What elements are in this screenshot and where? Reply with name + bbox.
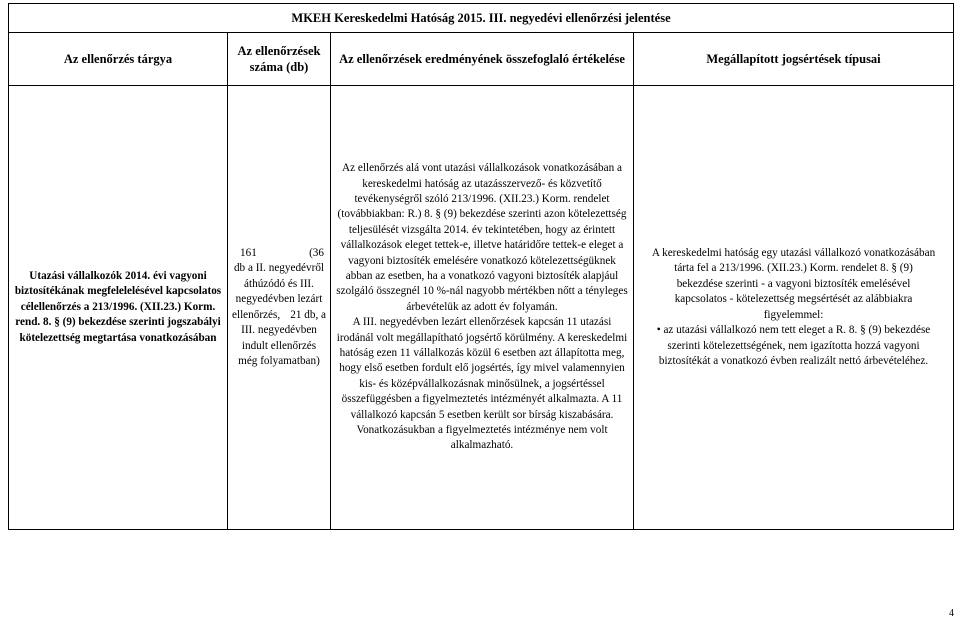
violation-line: bekezdése szerinti - a vagyoni biztosíték emelésével — [676, 277, 911, 290]
summary-line: hogy első esetben fordult elő jogsértés, így mivel valamennyien — [339, 362, 625, 375]
summary-cell — [331, 86, 634, 530]
summary-line: (továbbiakban: R.) 8. § (9) bekezdése szerinti azon kötelezettség — [337, 208, 627, 221]
header-subject: Az ellenőrzés tárgya — [9, 33, 228, 86]
violation-line: kapcsolatos - kötelezettség megsértését az alábbiakra — [674, 293, 913, 305]
summary-line: tevékenységről szóló 213/1996. (XII.23.) Korm. rendelet — [354, 192, 610, 205]
violation-bullet-line: • az utazási vállalkozó nem tett eleget a R. 8. § (9) bekezdése — [656, 324, 931, 336]
summary-line: A III. negyedévben lezárt ellenőrzések kapcsán 11 utazási — [352, 316, 612, 329]
violations-cell — [634, 86, 954, 530]
table-row — [9, 86, 954, 530]
count-line: negyedévben lezárt — [235, 293, 323, 305]
header-violations: Megállapított jogsértések típusai — [634, 33, 954, 86]
summary-line: hatóság ezen 11 vállalkozás közül 6 esetben azt állapította meg, — [339, 347, 625, 360]
count-value: 161 — [240, 246, 257, 259]
subject-line: kötelezettség megtartása vonatkozásában — [19, 331, 217, 344]
violation-line: A kereskedelmi hatóság egy utazási vállalkozó vonatkozásában — [651, 246, 936, 259]
summary-line: vállalkozások eleget tettek-e, illetve határidőre tettek-e eleget a — [340, 239, 624, 252]
summary-line: összefüggésben a figyelmeztetés intézményét alkalmazta. A 11 — [341, 393, 623, 406]
summary-line: kis- és középvállalkozásnak minősülnek, a jogsértéssel — [359, 377, 605, 390]
header-count-line2: száma (db) — [249, 60, 309, 74]
summary-line: vállalkozó kapcsán 5 esetben került sor bírság kiszabására. — [350, 408, 614, 421]
count-line: még folyamatban) — [238, 355, 320, 367]
summary-line: Vonatkozásukban a figyelmeztetés intézménye nem volt — [356, 424, 608, 437]
count-line: III. negyedévben — [241, 324, 317, 336]
summary-line: alkalmazható. — [450, 439, 514, 452]
subject-cell — [9, 86, 228, 530]
summary-line: vagyoni biztosíték emelésére vonatkozó kötelezettségüknek — [348, 254, 616, 267]
summary-line: kereskedelmi hatóság az utazásszervező- és közvetítő — [362, 177, 602, 190]
count-text: ellenőrzés, — [232, 308, 281, 321]
subject-line: célellenőrzés a 213/1996. (XII.23.) Korm. — [20, 300, 216, 313]
header-count — [228, 33, 331, 86]
count-line — [232, 246, 326, 262]
count-line — [232, 308, 326, 324]
violation-line: figyelemmel: — [763, 308, 824, 321]
header-summary: Az ellenőrzések eredményének összefoglaló értékelése — [331, 33, 634, 86]
violation-line: tárta fel a 213/1996. (XII.23.) Korm. rendelet 8. § (9) — [674, 262, 913, 274]
summary-line: szolgáló összegnél 10 %-nál nagyobb mértékben nőtt a tényleges — [336, 285, 628, 298]
subject-line: biztosítékának megfelelelésével kapcsolatos — [14, 285, 222, 298]
subject-line: rend. 8. § (9) bekezdése szerinti jogszabályi — [15, 316, 221, 329]
count-line: indult ellenőrzés — [241, 339, 317, 352]
header-count-line1: Az ellenőrzések — [237, 44, 321, 58]
summary-line: teljesülését vizsgálta 2014. év tekintetében, hogy az érintett — [348, 223, 616, 236]
report-title: MKEH Kereskedelmi Hatóság 2015. III. negyedévi ellenőrzési jelentése — [9, 4, 954, 33]
count-line: db a II. negyedévről — [233, 262, 325, 274]
summary-line: irodánál volt megállapítható jogsértő körülmény. A kereskedelmi — [336, 331, 628, 344]
count-text: (36 — [309, 246, 324, 259]
page-number: 4 — [949, 608, 954, 619]
summary-line: árbevételük az adott év folyamán. — [406, 300, 558, 313]
violation-bullet-line: szerinti kötelezettségének, nem igazította hozzá vagyoni — [667, 339, 920, 352]
count-line: áthúzódó és III. — [244, 277, 314, 290]
summary-line: abban az esetben, ha a vonatkozó vagyoni biztosíték alapjául — [345, 269, 619, 282]
count-cell — [228, 86, 331, 530]
count-text: 21 db, a — [290, 308, 326, 321]
violation-bullet-line: biztosítékát a vonatkozó évben realizált nettó árbevételéhez. — [658, 355, 929, 367]
summary-line: Az ellenőrzés alá vont utazási vállalkozások vonatkozásában a — [342, 162, 622, 175]
subject-line: Utazási vállalkozók 2014. évi vagyoni — [29, 269, 207, 282]
report-table — [8, 3, 954, 530]
